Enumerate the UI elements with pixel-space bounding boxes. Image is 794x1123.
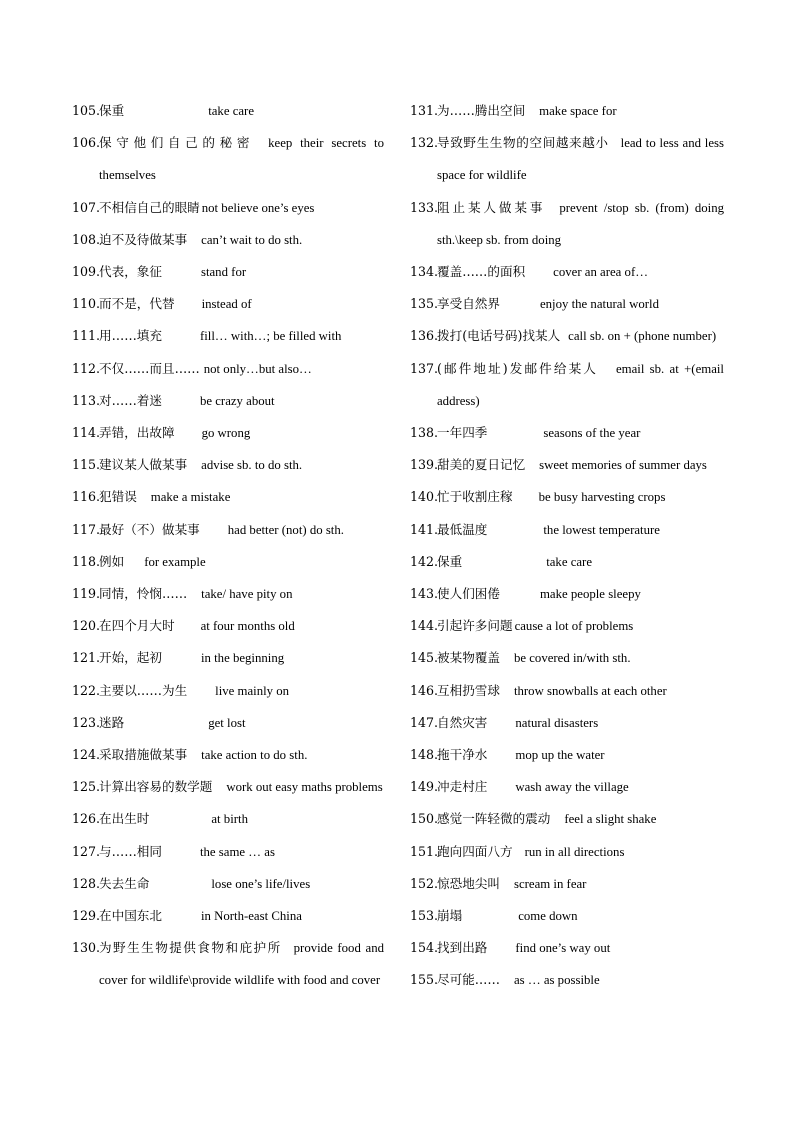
english-phrase: work out easy maths problems — [226, 780, 383, 795]
english-phrase: lead to less and less space for wildlife — [437, 136, 725, 183]
chinese-phrase: 找到出路 — [437, 940, 488, 956]
entry-number: 107. — [72, 199, 101, 215]
entry-text — [437, 675, 724, 707]
chinese-phrase: 在四个月大时 — [99, 618, 175, 634]
entry-number: 122. — [72, 682, 101, 698]
entry-number: 120. — [72, 618, 101, 634]
english-phrase: for example — [144, 554, 206, 569]
vocab-entry — [72, 803, 384, 835]
entry-number: 140. — [410, 489, 439, 505]
vocab-entry — [410, 417, 724, 449]
entry-text — [437, 449, 724, 481]
entry-text — [437, 95, 724, 127]
vocab-entry — [410, 739, 724, 771]
entry-number: 148. — [410, 747, 439, 763]
entry-number: 121. — [72, 650, 101, 666]
entry-text — [99, 481, 384, 513]
chinese-phrase: 互相扔雪球 — [437, 682, 500, 698]
chinese-phrase: 弄错，出故障 — [99, 425, 175, 441]
entry-number: 135. — [410, 296, 439, 312]
vocab-entry — [72, 288, 384, 320]
vocab-entry — [72, 385, 384, 417]
english-phrase: natural disasters — [515, 715, 599, 730]
entry-number: 114. — [72, 425, 101, 441]
entry-number: 141. — [410, 521, 439, 537]
english-phrase: cause a lot of problems — [514, 619, 634, 634]
chinese-phrase: 导致野生生物的空间越来越小 — [437, 135, 609, 151]
entry-number: 132. — [410, 135, 439, 151]
english-phrase: come down — [518, 909, 578, 924]
vocab-entry — [72, 353, 384, 385]
english-phrase: be busy harvesting crops — [538, 490, 666, 505]
chinese-phrase: 犯错误 — [99, 489, 137, 505]
english-phrase: run in all directions — [524, 844, 625, 859]
chinese-phrase: 冲走村庄 — [437, 779, 488, 795]
entry-number: 113. — [72, 392, 101, 408]
vocab-entry — [72, 417, 384, 449]
vocab-entry — [72, 739, 384, 771]
entry-text — [437, 546, 724, 578]
entry-number: 144. — [410, 618, 439, 634]
english-phrase: fill… with…; be filled with — [199, 329, 342, 344]
entry-number: 117. — [72, 521, 101, 537]
entry-text — [99, 449, 384, 481]
entry-text — [437, 578, 724, 610]
entry-number: 133. — [410, 199, 439, 215]
entry-text — [99, 514, 384, 546]
vocab-entry — [72, 481, 384, 513]
chinese-phrase: 被某物覆盖 — [437, 650, 500, 666]
chinese-phrase: 拖干净水 — [437, 747, 488, 763]
chinese-phrase: 主要以……为生 — [99, 682, 188, 698]
chinese-phrase: 引起许多问题 — [437, 618, 513, 634]
entry-number: 118. — [72, 553, 101, 569]
entry-number: 115. — [72, 457, 101, 473]
vocab-entry — [72, 642, 384, 674]
entry-text — [99, 320, 384, 352]
chinese-phrase: 为野生生物提供食物和庇护所 — [99, 940, 282, 956]
entry-text — [437, 256, 724, 288]
entry-number: 129. — [72, 908, 101, 924]
entry-text — [99, 288, 384, 320]
english-phrase: take care — [546, 554, 593, 569]
english-phrase: make a mistake — [150, 490, 231, 505]
vocab-entry — [410, 610, 724, 642]
chinese-phrase: 最好（不）做某事 — [99, 521, 200, 537]
vocab-entry — [410, 836, 724, 868]
english-phrase: stand for — [200, 265, 247, 280]
english-phrase: find one’s way out — [515, 941, 611, 956]
chinese-phrase: 崩塌 — [437, 908, 463, 924]
entry-number: 123. — [72, 714, 101, 730]
entry-number: 153. — [410, 908, 439, 924]
entry-text — [437, 964, 724, 996]
vocab-entry — [410, 771, 724, 803]
vocab-entry — [72, 610, 384, 642]
english-phrase: get lost — [208, 715, 246, 730]
chinese-phrase: (邮件地址)发邮件给某人 — [437, 360, 598, 376]
english-phrase: at birth — [211, 812, 248, 827]
entry-number: 134. — [410, 264, 439, 280]
right-column — [410, 95, 724, 997]
entry-number: 147. — [410, 714, 439, 730]
chinese-phrase: 而不是，代替 — [99, 296, 175, 312]
entry-text — [437, 610, 724, 642]
chinese-phrase: 迷路 — [99, 714, 125, 730]
english-phrase: mop up the water — [515, 748, 605, 763]
english-phrase: can’t wait to do sth. — [201, 232, 303, 247]
entry-number: 111. — [72, 328, 101, 344]
english-phrase: take/ have pity on — [201, 587, 293, 602]
entry-text — [99, 675, 384, 707]
vocab-entry — [410, 320, 724, 352]
chinese-phrase: 忙于收割庄稼 — [437, 489, 513, 505]
entry-number: 146. — [410, 682, 439, 698]
entry-number: 127. — [72, 843, 101, 859]
chinese-phrase: 不仅……而且…… — [99, 360, 200, 376]
entry-text — [437, 642, 724, 674]
english-phrase: instead of — [201, 297, 252, 312]
chinese-phrase: 尽可能…… — [437, 972, 500, 988]
vocab-entry — [72, 127, 384, 191]
chinese-phrase: 覆盖……的面积 — [437, 264, 526, 280]
entry-text — [437, 932, 724, 964]
entry-text — [99, 900, 384, 932]
entry-number: 151. — [410, 843, 439, 859]
vocab-entry — [72, 514, 384, 546]
chinese-phrase: 不相信自己的眼睛 — [99, 199, 200, 215]
vocab-entry — [72, 675, 384, 707]
vocab-entry — [72, 868, 384, 900]
vocab-entry — [410, 868, 724, 900]
english-phrase: make space for — [539, 104, 617, 118]
entry-number: 131. — [410, 103, 439, 118]
chinese-phrase: 建议某人做某事 — [99, 457, 188, 473]
entry-number: 108. — [72, 231, 101, 247]
english-phrase: at four months old — [200, 619, 295, 634]
vocab-entry — [410, 481, 724, 513]
vocab-entry — [410, 449, 724, 481]
vocab-entry — [410, 127, 724, 191]
vocab-entry — [410, 95, 724, 127]
vocab-entry — [410, 642, 724, 674]
english-phrase: seasons of the year — [543, 426, 641, 441]
english-phrase: the lowest temperature — [543, 522, 660, 537]
entry-text — [437, 127, 724, 191]
vocab-entry — [72, 932, 384, 996]
vocab-entry — [410, 932, 724, 964]
chinese-phrase: 失去生命 — [99, 875, 150, 891]
entry-text — [99, 739, 384, 771]
entry-text — [99, 610, 384, 642]
entry-text — [437, 900, 724, 932]
chinese-phrase: 对……着迷 — [99, 392, 162, 408]
vocab-entry — [72, 224, 384, 256]
entry-number: 126. — [72, 811, 101, 827]
vocab-entry — [72, 95, 384, 127]
english-phrase: wash away the village — [515, 780, 629, 795]
chinese-phrase: 开始，起初 — [99, 650, 162, 666]
vocab-entry — [72, 449, 384, 481]
entry-text — [437, 417, 724, 449]
entry-text — [437, 836, 724, 868]
chinese-phrase: 为……腾出空间 — [437, 103, 526, 118]
english-phrase: prevent /stop sb. (from) doing sth.\keep sb. from doing — [437, 200, 725, 247]
entry-text — [99, 707, 384, 739]
vocab-entry — [410, 353, 724, 417]
chinese-phrase: 跑向四面八方 — [437, 843, 513, 859]
entry-text — [437, 192, 724, 256]
entry-number: 137. — [410, 360, 439, 376]
english-phrase: take care — [208, 104, 255, 118]
chinese-phrase: 拨打(电话号码)找某人 — [437, 328, 561, 344]
chinese-phrase: 保重 — [437, 553, 463, 569]
english-phrase: scream in fear — [513, 876, 587, 891]
english-phrase: live mainly on — [215, 683, 290, 698]
chinese-phrase: 自然灾害 — [437, 714, 488, 730]
chinese-phrase: 享受自然界 — [437, 296, 500, 312]
entry-number: 110. — [72, 296, 101, 312]
entry-number: 138. — [410, 425, 439, 441]
chinese-phrase: 同情，怜悯…… — [99, 586, 188, 602]
english-phrase: had better (not) do sth. — [227, 522, 344, 537]
english-phrase: make people sleepy — [539, 587, 641, 602]
english-phrase: not only…but also… — [203, 361, 312, 376]
english-phrase: call sb. on + (phone number) — [568, 329, 717, 344]
entry-text — [99, 256, 384, 288]
entry-text — [99, 192, 384, 224]
entry-text — [99, 127, 384, 191]
english-phrase: be covered in/with sth. — [513, 651, 631, 666]
chinese-phrase: 迫不及待做某事 — [99, 231, 188, 247]
english-phrase: in the beginning — [200, 651, 285, 666]
english-phrase: feel a slight shake — [564, 812, 657, 827]
english-phrase: not believe one’s eyes — [201, 200, 315, 215]
entry-text — [437, 481, 724, 513]
english-phrase: in North-east China — [200, 909, 302, 924]
vocab-entry — [72, 256, 384, 288]
english-phrase: cover an area of… — [553, 265, 649, 280]
entry-number: 152. — [410, 875, 439, 891]
entry-number: 155. — [410, 972, 439, 988]
chinese-phrase: 保重 — [99, 103, 125, 118]
english-phrase: provide food and cover for wildlife\provide wildlife with food and cover — [99, 941, 384, 988]
vocab-entry — [72, 836, 384, 868]
entry-number: 124. — [72, 747, 101, 763]
entry-text — [99, 95, 384, 127]
entry-text — [437, 514, 724, 546]
entry-text — [99, 771, 384, 803]
vocab-entry — [72, 578, 384, 610]
entry-number: 119. — [72, 586, 101, 602]
chinese-phrase: 采取措施做某事 — [99, 747, 188, 763]
entry-number: 145. — [410, 650, 439, 666]
chinese-phrase: 计算出容易的数学题 — [99, 779, 213, 795]
entry-text — [99, 224, 384, 256]
vocab-entry — [410, 803, 724, 835]
chinese-phrase: 例如 — [99, 553, 125, 569]
english-phrase: as … as possible — [513, 973, 600, 988]
vocab-entry — [410, 707, 724, 739]
entry-text — [99, 417, 384, 449]
chinese-phrase: 使人们困倦 — [437, 586, 500, 602]
english-phrase: throw snowballs at each other — [513, 683, 667, 698]
chinese-phrase: 在中国东北 — [99, 908, 162, 924]
entry-number: 130. — [72, 940, 101, 956]
vocab-entry — [72, 320, 384, 352]
entry-text — [99, 546, 384, 578]
vocab-entry — [72, 192, 384, 224]
entry-text — [99, 932, 384, 996]
chinese-phrase: 代表，象征 — [99, 264, 162, 280]
english-phrase: go wrong — [201, 426, 251, 441]
english-phrase: the same … as — [199, 844, 275, 859]
vocab-entry — [72, 900, 384, 932]
english-phrase: be crazy about — [199, 393, 275, 408]
entry-number: 139. — [410, 457, 439, 473]
entry-text — [437, 771, 724, 803]
chinese-phrase: 在出生时 — [99, 811, 150, 827]
entry-text — [437, 868, 724, 900]
chinese-phrase: 一年四季 — [437, 425, 488, 441]
chinese-phrase: 惊恐地尖叫 — [437, 875, 500, 891]
chinese-phrase: 与……相同 — [99, 843, 162, 859]
entry-number: 109. — [72, 264, 101, 280]
entry-text — [437, 353, 724, 417]
chinese-phrase: 用……填充 — [99, 328, 162, 344]
left-column — [72, 95, 384, 997]
entry-text — [99, 803, 384, 835]
vocab-entry — [410, 514, 724, 546]
english-phrase: sweet memories of summer days — [539, 458, 707, 473]
chinese-phrase: 阻止某人做某事 — [437, 199, 546, 215]
english-phrase: email sb. at +(email address) — [437, 361, 724, 408]
entry-number: 128. — [72, 875, 101, 891]
entry-number: 143. — [410, 586, 439, 602]
english-phrase: keep their secrets to themselves — [99, 136, 385, 183]
entry-number: 154. — [410, 940, 439, 956]
english-phrase: take action to do sth. — [201, 748, 308, 763]
entry-number: 112. — [72, 360, 101, 376]
chinese-phrase: 最低温度 — [437, 521, 488, 537]
english-phrase: lose one’s life/lives — [211, 876, 311, 891]
vocab-entry — [410, 256, 724, 288]
entry-number: 125. — [72, 779, 101, 795]
entry-number: 149. — [410, 779, 439, 795]
entry-number: 116. — [72, 489, 101, 505]
entry-text — [99, 385, 384, 417]
vocab-entry — [410, 964, 724, 996]
entry-text — [437, 739, 724, 771]
entry-number: 105. — [72, 103, 101, 118]
vocab-entry — [410, 192, 724, 256]
vocab-entry — [72, 707, 384, 739]
entry-text — [99, 868, 384, 900]
entry-text — [437, 288, 724, 320]
entry-text — [437, 707, 724, 739]
vocab-entry — [410, 578, 724, 610]
entry-text — [99, 642, 384, 674]
entry-text — [99, 353, 384, 385]
english-phrase: enjoy the natural world — [539, 297, 660, 312]
chinese-phrase: 甜美的夏日记忆 — [437, 457, 526, 473]
entry-text — [99, 836, 384, 868]
vocab-entry — [410, 288, 724, 320]
entry-number: 150. — [410, 811, 439, 827]
entry-number: 142. — [410, 553, 439, 569]
chinese-phrase: 感觉一阵轻微的震动 — [437, 811, 551, 827]
vocab-entry — [410, 675, 724, 707]
vocab-entry — [72, 771, 384, 803]
vocab-entry — [410, 900, 724, 932]
chinese-phrase: 保守他们自己的秘密 — [99, 135, 255, 151]
entry-text — [437, 320, 724, 352]
entry-number: 106. — [72, 135, 101, 151]
entry-text — [437, 803, 724, 835]
entry-text — [99, 578, 384, 610]
entry-number: 136. — [410, 328, 439, 344]
vocab-entry — [72, 546, 384, 578]
english-phrase: advise sb. to do sth. — [201, 458, 303, 473]
vocab-entry — [410, 546, 724, 578]
